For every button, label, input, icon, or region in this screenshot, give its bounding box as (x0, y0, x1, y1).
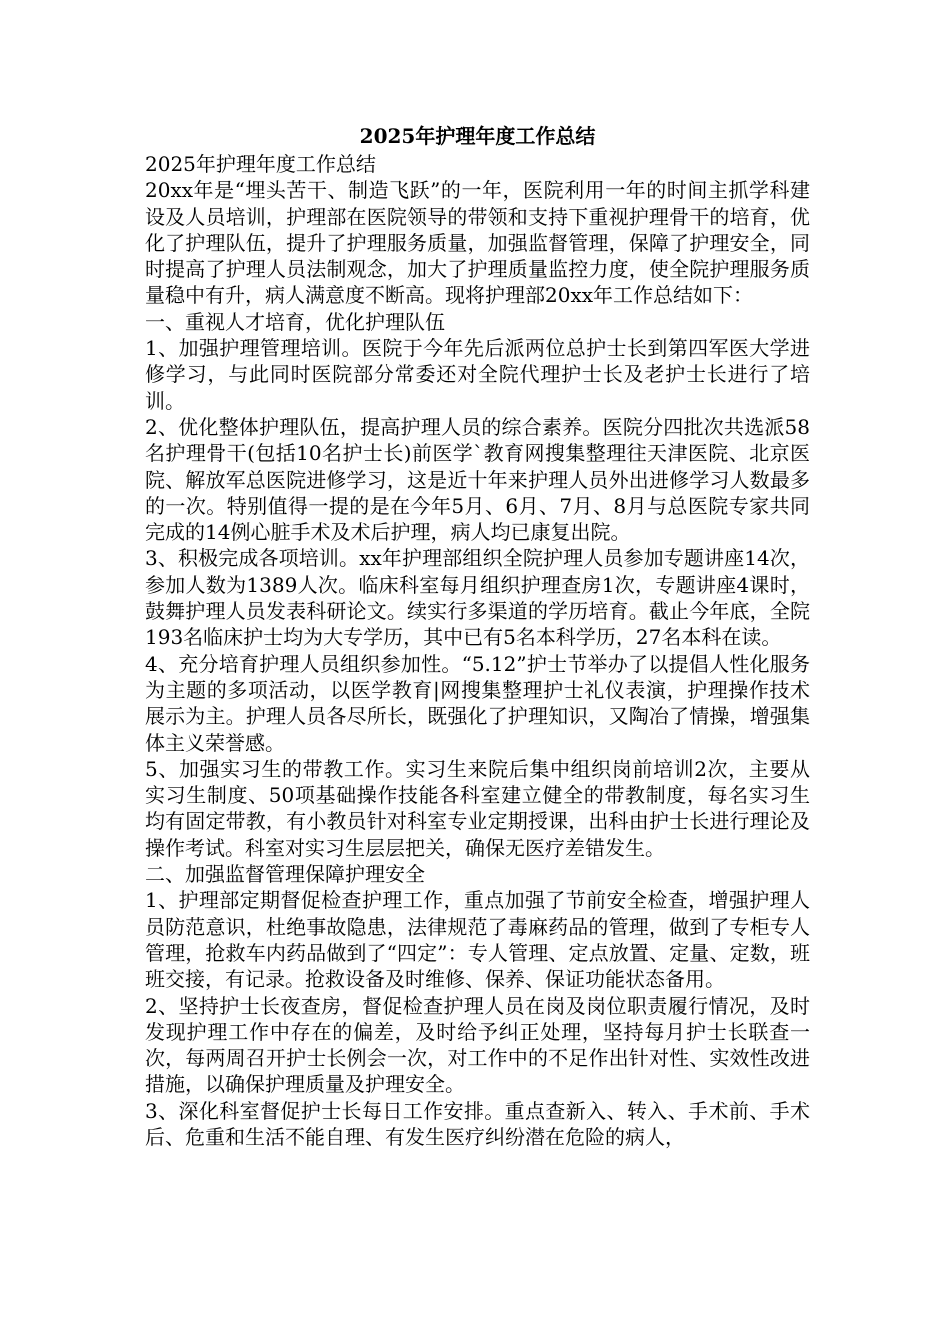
document-title: 2025年护理年度工作总结 (359, 124, 596, 148)
paragraph-2-3: 3、深化科室督促护士长每日工作安排。重点查新入、转入、手术前、手术后、危重和生活不能自理、有发生医疗纠纷潜在危险的病人， (145, 1098, 810, 1149)
section-heading-1: 一、重视人才培育，优化护理队伍 (145, 309, 445, 334)
paragraph-intro: 20xx年是“埋头苦干、制造飞跃”的一年，医院利用一年的时间主抓学科建设及人员培训，护理部在医院领导的带领和支持下重视护理骨干的培育，优化了护理队伍，提升了护理服务质量，加强监督管理，保障了护理安全，同时提高了护理人员法制观念，加大了护理质量监控力度，使全院护理服务质量稳中有升，病人满意度不断高。现将护理部20xx年工作总结如下： (145, 178, 810, 308)
paragraph-1-5: 5、加强实习生的带教工作。实习生来院后集中组织岗前培训2次，主要从实习生制度、50项基础操作技能各科室建立健全的带教制度，每名实习生均有固定带教，有小教员针对科室专业定期授课，出科由护士长进行理论及操作考试。科室对实习生层层把关，确保无医疗差错发生。 (145, 756, 810, 860)
paragraph-2-1: 1、护理部定期督促检查护理工作，重点加强了节前安全检查，增强护理人员防范意识，杜绝事故隐患，法律规范了毒麻药品的管理，做到了专柜专人管理，抢救车内药品做到了“四定”：专人管理、定点放置、定量、定数，班班交接，有记录。抢救设备及时维修、保养、保证功能状态备用。 (145, 888, 810, 992)
document-body (145, 121, 810, 1150)
paragraph-subtitle: 2025年护理年度工作总结 (145, 152, 376, 176)
section-heading-2: 二、加强监督管理保障护理安全 (145, 862, 425, 887)
paragraph-1-4: 4、充分培育护理人员组织参加性。“5.12”护士节举办了以提倡人性化服务为主题的多项活动，以医学教育|网搜集整理护士礼仪表演，护理操作技术展示为主。护理人员各尽所长，既强化了护理知识，又陶冶了情操，增强集体主义荣誉感。 (145, 651, 810, 755)
paragraph-1-2: 2、优化整体护理队伍，提高护理人员的综合素养。医院分四批次共选派58名护理骨干(包括10名护士长)前医学`教育网搜集整理往天津医院、北京医院、解放军总医院进修学习，这是近十年来护理人员外出进修学习人数最多的一次。特别值得一提的是在今年5月、6月、7月、8月与总医院专家共同完成的14例心脏手术及术后护理，病人均已康复出院。 (145, 414, 810, 545)
paragraph-2-2: 2、坚持护士长夜查房，督促检查护理人员在岗及岗位职责履行情况，及时发现护理工作中存在的偏差，及时给予纠正处理，坚持每月护士长联查一次，每两周召开护士长例会一次，对工作中的不足作出针对性、实效性改进措施，以确保护理质量及护理安全。 (145, 993, 810, 1097)
paragraph-1-1: 1、加强护理管理培训。医院于今年先后派两位总护士长到第四军医大学进修学习，与此同时医院部分常委还对全院代理护士长及老护士长进行了培训。 (145, 336, 810, 413)
paragraph-1-3: 3、积极完成各项培训。xx年护理部组织全院护理人员参加专题讲座14次，参加人数为1389人次。临床科室每月组织护理查房1次，专题讲座4课时，鼓舞护理人员发表科研论文。续实行多渠道的学历培育。截止今年底，全院193名临床护士均为大专学历，其中已有5名本科学历，27名本科在读。 (145, 546, 810, 650)
